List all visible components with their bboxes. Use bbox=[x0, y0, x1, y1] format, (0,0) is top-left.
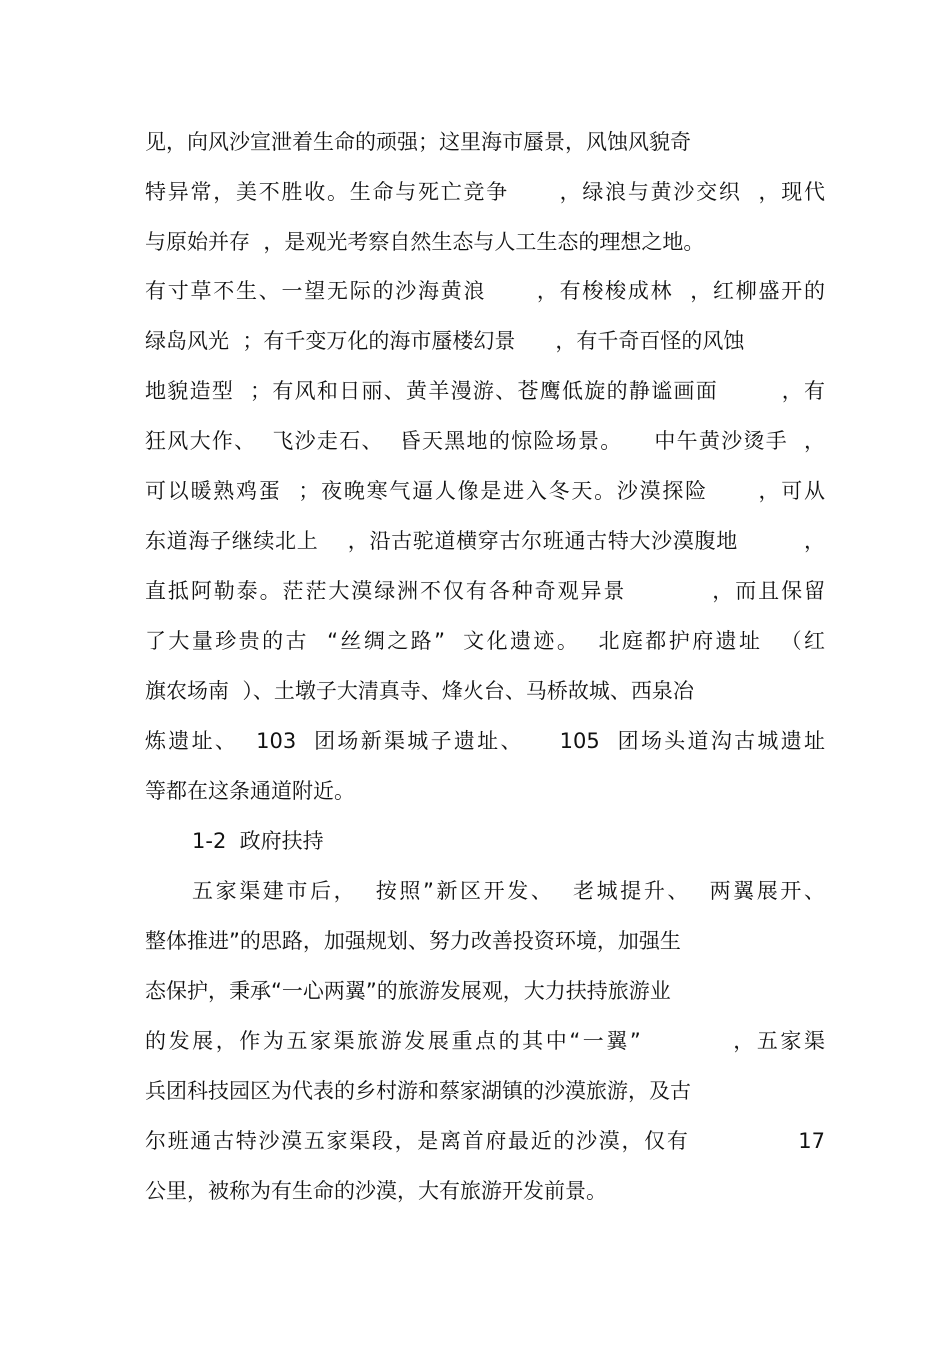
text-line-9: 东道海子继续北上 ，沿古驼道横穿古尔班通古特大沙漠腹地 ， bbox=[145, 529, 825, 553]
text-line-16: 五家渠建市后， 按照”新区开发、 老城提升、 两翼展开、 bbox=[192, 879, 825, 903]
text-line-7: 狂风大作、 飞沙走石、 昏天黑地的惊险场景。 中午黄沙烫手 ， bbox=[145, 429, 825, 453]
text-line-11: 了大量珍贵的古 “丝绸之路” 文化遗迹。 北庭都护府遗址 （红 bbox=[145, 629, 825, 653]
text-line-20: 兵团科技园区为代表的乡村游和蔡家湖镇的沙漠旅游，及古 bbox=[145, 1079, 691, 1103]
text-line-3: 与原始并存 ，是观光考察自然生态与人工生态的理想之地。 bbox=[145, 230, 705, 254]
text-line-13: 炼遗址、 103 团场新渠城子遗址、 105 团场头道沟古城遗址 bbox=[145, 729, 825, 753]
text-line-10: 直抵阿勒泰。茫茫大漠绿洲不仅有各种奇观异景 ，而且保留 bbox=[145, 579, 825, 603]
text-line-14: 等都在这条通道附近。 bbox=[145, 779, 355, 803]
text-line-8: 可以暖熟鸡蛋 ；夜晚寒气逼人像是进入冬天。沙漠探险 ，可从 bbox=[145, 479, 825, 503]
section-heading: 1-2 政府扶持 bbox=[192, 829, 324, 853]
text-line-12: 旗农场南 ）、土墩子大清真寺、烽火台、马桥故城、西泉冶 bbox=[145, 679, 694, 703]
text-line-5: 绿岛风光 ；有千变万化的海市蜃楼幻景 ，有千奇百怪的风蚀 bbox=[145, 329, 745, 353]
text-line-19: 的发展，作为五家渠旅游发展重点的其中“一翼” ，五家渠 bbox=[145, 1029, 825, 1053]
text-line-2: 特异常，美不胜收。生命与死亡竞争 ，绿浪与黄沙交织 ，现代 bbox=[145, 180, 825, 204]
text-line-6: 地貌造型 ；有风和日丽、黄羊漫游、苍鹰低旋的静谧画面 ，有 bbox=[145, 379, 825, 403]
text-line-22: 公里，被称为有生命的沙漠，大有旅游开发前景。 bbox=[145, 1179, 607, 1203]
text-line-4: 有寸草不生、一望无际的沙海黄浪 ，有梭梭成林 ，红柳盛开的 bbox=[145, 279, 825, 303]
text-line-17: 整体推进”的思路，加强规划、努力改善投资环境，加强生 bbox=[145, 929, 681, 953]
text-line-18: 态保护，秉承“一心两翼”的旅游发展观，大力扶持旅游业 bbox=[145, 979, 671, 1003]
text-line-1: 见，向风沙宣泄着生命的顽强；这里海市蜃景，风蚀风貌奇 bbox=[145, 130, 691, 154]
text-line-21: 尔班通古特沙漠五家渠段，是离首府最近的沙漠，仅有 17 bbox=[145, 1129, 825, 1153]
